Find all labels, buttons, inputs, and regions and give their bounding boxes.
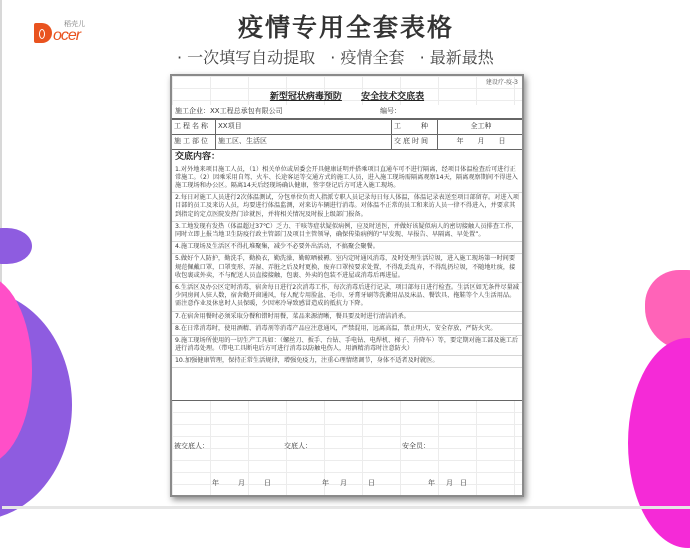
page-title: 疫情专用全套表格 (237, 13, 454, 42)
content-item: 4.施工现场及生活区不得扎堆聚集，减少不必要外出活动，不搞聚会聚餐。 (172, 242, 522, 254)
table-label: 工程名称 (172, 120, 216, 134)
date-part: 月 (340, 479, 347, 487)
content-item: 3.工地发现有发热（体温超过37℃）乏力、干咳等症状疑似病例，应及时送医，并做好该疑似病人的密切接触人员排查工作，同时立即上报当地卫生防疫行政主管部门及项目主管领导，确保传染病例的“早发现、早报告、早隔离、早处置”。 (172, 222, 522, 242)
date-part: 月 (446, 479, 453, 487)
info-table (172, 119, 522, 150)
date-part: 日 (368, 479, 375, 487)
table-value: XX项目 (216, 120, 392, 134)
date-part: 年 (428, 479, 435, 487)
number-label: 编号： (380, 106, 401, 115)
logo-text: ocer (53, 27, 81, 44)
table-label: 施工部位 (172, 135, 216, 149)
content-item: 5.做好个人防护，勤洗手，勤换衣，勤洗澡，勤晾晒被褥。室内定时通风消毒，及时处理生活垃圾，进入施工现场第一时间要规范佩戴口罩，口罩变形、弄湿、弄脏之后及时更换，废弃口罩按要求处置，不得乱丢乱弃，不得乱扔垃圾，不随地吐痰，接收包裹或外卖，不与配送人员直接接触，包裹、外卖的包装不进屋或消毒后再进屋。 (172, 254, 522, 283)
logo-cn-text: 稻壳儿 (64, 20, 85, 28)
signature-label: 被交底人： (174, 442, 209, 450)
date-part: 年 (322, 479, 329, 487)
decor-shape (628, 338, 690, 548)
table-label: 交底时间 (392, 135, 438, 149)
company-row (172, 105, 522, 119)
document-title-part: 安全技术交底表 (361, 92, 425, 102)
feature-item: · 疫情全套 (330, 48, 405, 67)
content-item: 9.施工现场所使用的一切生产工具如：（螺丝刀、扳手、台钻、手电钻、电焊机、梯子、升降车）等，要定期对施工部及施工后进行消毒处理。（带电工具断电后方可进行消毒以防触电伤人，用酒精消毒时注意防火） (172, 336, 522, 356)
table-label: 工 种 (392, 120, 438, 134)
date-part: 日 (264, 479, 271, 487)
content-heading: 交底内容： (175, 152, 221, 162)
content-item: 6.生活区及办公区定时消毒，宿舍每日进行2次消毒工作，每次消毒后进行记录，项目部每日进行检查。生活区如无条件尽量减少同房间人驻人数，宿舍勤开窗通风，每人配专用脸盆、毛巾、牙膏牙刷等洗漱用品及床品、餐饮具、拖鞋等个人生活用品。需注意作业及休息时人员保暖，少因寒冷导致感冒造成的抵抗力下降。 (172, 283, 522, 312)
content-item: 10.加强健康管理，保持正常生活规律，增强免疫力，注重心理情绪调节，身体不适者及时就医。 (172, 356, 522, 368)
content-item: 1.对外地来项目施工人员，（1）相关单位或居委会开具健康证明并搭乘项目直通车可不进行隔离，经项目体温检查后可进行正常施工。（2）因乘采用自驾、火车、长途客运等交通方式的施工人员，进入施工现场需隔离观察14天，隔离观察期间不得进入施工现场和办公区。隔离14天后经现场确认健康，签字登记后方可进入施工现场。 (172, 165, 522, 194)
document-title (172, 92, 522, 104)
date-row (212, 479, 522, 488)
table-value: 施工区、生活区 (216, 135, 392, 149)
document-title-part: 新型冠状病毒预防 (269, 92, 342, 102)
feature-item: · 最新最热 (419, 48, 494, 67)
content-item: 8.在日常消毒时，使用酒精、消毒剂等消毒产品应注意通风，严禁混用，远离高温，禁止明火，安全存放，严防火灾。 (172, 324, 522, 336)
date-part: 年 (212, 479, 219, 487)
company-label: 施工企业：XX工程总承包有限公司 (175, 106, 283, 115)
table-value: 年 月 日 (456, 137, 506, 146)
date-part: 月 (238, 479, 245, 487)
table-row (172, 135, 522, 150)
content-item: 7.在宿舍用餐时必须采取分餐和错时用餐，菜品来源清晰，餐具要及时进行清洁消杀。 (172, 312, 522, 324)
signature-label: 交底人： (284, 442, 312, 450)
content-item: 2.每日对施工人员进行2次体温测试，分包单位负责人指派专职人员记录每日每人体温，体温记录表送至项目部留存。对进入项目部的员工及来访人员，均要进行体温监测，对来访车辆进行消毒。对体温不正常的员工和来访人员一律不得进入，并要求其到指定的定点医院发热门诊就医，并将相关情况及时报上级部门报备。 (172, 193, 522, 222)
document-code: 建设疗-疫-3 (485, 79, 518, 86)
date-part: 日 (460, 479, 467, 487)
decor-shape (0, 228, 32, 264)
feature-list (177, 45, 504, 68)
feature-item: · 一次填写自动提取 (177, 48, 316, 67)
document-preview[interactable] (170, 74, 524, 497)
table-value: 全工种 (470, 122, 492, 131)
table-row (172, 120, 522, 135)
signature-label: 安全员： (402, 442, 430, 450)
signature-row (174, 442, 522, 451)
briefing-content (172, 150, 522, 401)
